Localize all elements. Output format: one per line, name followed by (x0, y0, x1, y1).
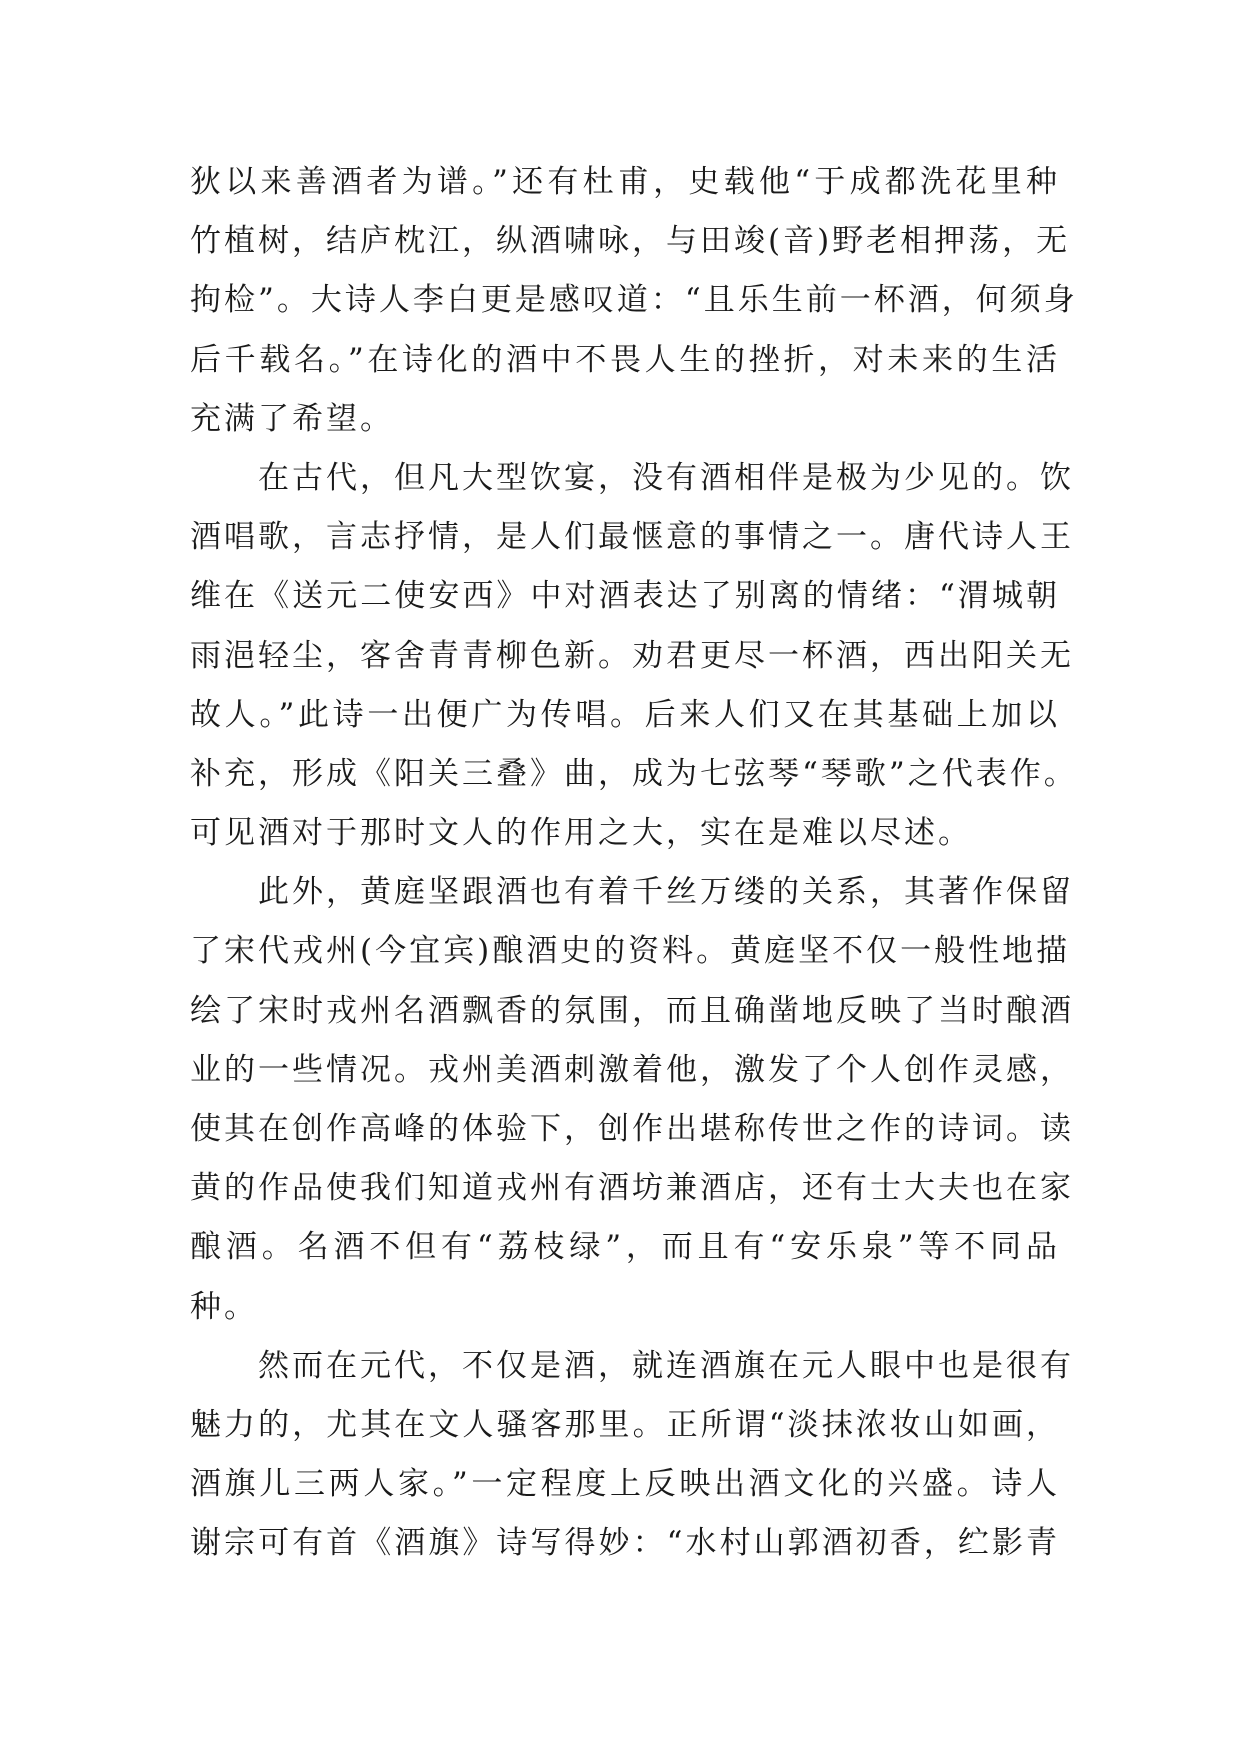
paragraph-first-line: 在古代，但凡大型饮宴，没有酒相伴是极为少见的。饮 (258, 459, 1074, 496)
text-line: 故人。”此诗一出便广为传唱。后来人们又在其基础上加以 (190, 696, 1060, 733)
text-line: 业的一些情况。戎州美酒刺激着他，激发了个人创作灵感， (190, 1051, 1074, 1088)
text-line: 补充，形成《阳关三叠》曲，成为七弦琴“琴歌”之代表作。 (190, 755, 1078, 792)
text-line: 使其在创作高峰的体验下，创作出堪称传世之作的诗词。读 (190, 1111, 1074, 1147)
text-line: 了宋代戎州(今宜宾)酿酒史的资料。黄庭坚不仅一般性地描 (190, 933, 1071, 970)
text-line: 谢宗可有首《酒旗》诗写得妙：“水村山郭酒初香，纻影青 (190, 1525, 1060, 1562)
text-line: 后千载名。”在诗化的酒中不畏人生的挫折，对未来的生活 (190, 341, 1060, 378)
text-line: 拘检”。大诗人李白更是感叹道：“且乐生前一杯酒，何须身 (190, 282, 1078, 319)
text-line: 雨浥轻尘，客舍青青柳色新。劝君更尽一杯酒，西出阳关无 (190, 637, 1074, 674)
text-line: 酒唱歌，言志抒情，是人们最惬意的事情之一。唐代诗人王 (190, 519, 1074, 556)
text-line: 酿酒。名酒不但有“荔枝绿”，而且有“安乐泉”等不同品 (190, 1229, 1060, 1266)
document-body (190, 153, 1078, 1574)
text-line: 酒旗儿三两人家。”一定程度上反映出酒文化的兴盛。诗人 (190, 1466, 1060, 1503)
text-line: 可见酒对于那时文人的作用之大，实在是难以尽述。 (190, 815, 972, 852)
text-line: 黄的作品使我们知道戎州有酒坊兼酒店，还有士大夫也在家 (190, 1170, 1074, 1207)
text-line: 狄以来善酒者为谱。”还有杜甫，史载他“于成都洗花里种 (190, 164, 1060, 200)
text-line: 绘了宋时戎州名酒飘香的氛围，而且确凿地反映了当时酿酒 (190, 992, 1074, 1029)
paragraph-first-line: 然而在元代，不仅是酒，就连酒旗在元人眼中也是很有 (258, 1347, 1074, 1384)
text-line: 种。 (190, 1288, 258, 1325)
text-line: 充满了希望。 (190, 400, 394, 437)
paragraph-first-line: 此外，黄庭坚跟酒也有着千丝万缕的关系，其著作保留 (258, 874, 1074, 911)
text-line: 维在《送元二使安西》中对酒表达了别离的情绪：“渭城朝 (190, 578, 1060, 615)
text-line: 魅力的，尤其在文人骚客那里。正所谓“淡抹浓妆山如画， (190, 1406, 1060, 1443)
text-line: 竹植树，结庐枕江，纵酒啸咏，与田竣(音)野老相押荡，无 (190, 223, 1071, 260)
